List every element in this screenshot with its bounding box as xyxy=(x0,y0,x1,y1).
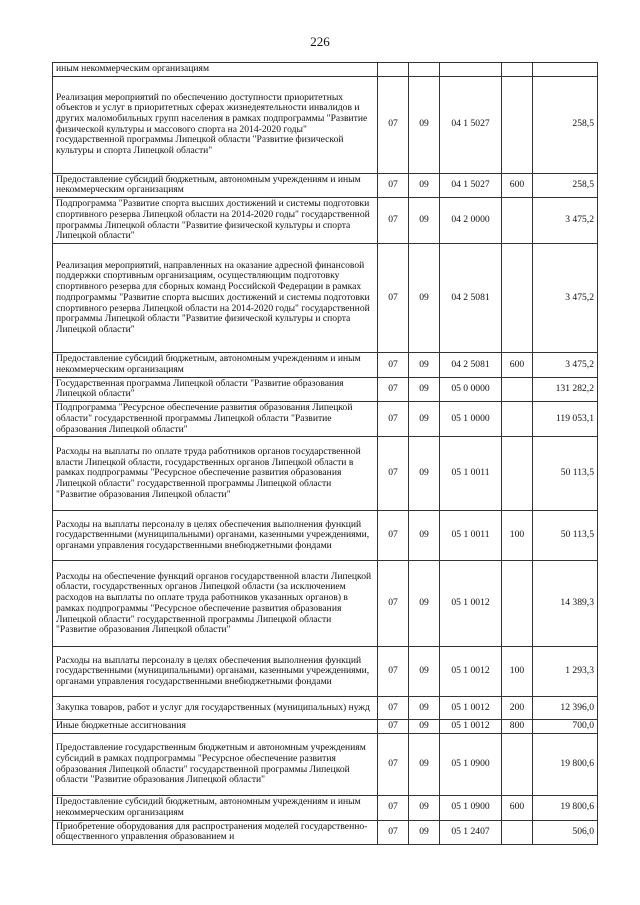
row-amount: 12 396,0 xyxy=(533,697,598,720)
row-section: 07 xyxy=(378,353,409,377)
row-section: 07 xyxy=(378,734,409,796)
row-section: 07 xyxy=(378,244,409,353)
row-section: 07 xyxy=(378,720,409,734)
table-row xyxy=(53,437,598,511)
row-section: 07 xyxy=(378,377,409,401)
row-name: иным некоммерческим организациям xyxy=(53,63,378,77)
row-subsection: 09 xyxy=(409,647,440,697)
row-name: Реализация мероприятий, направленных на оказание адресной финансовой поддержки спортивным организациям, осуществляющим подготовку спортивного резерва для сборных команд Российской Федерации в рамках подпрограммы "Развитие спорта высших достижений и системы подготовки спортивного резерва Липецкой области на 2014-2020 годы" государственной программы Липецкой области "Развитие физической культуры и спорта Липецкой области" xyxy=(53,244,378,353)
table-row xyxy=(53,198,598,244)
row-target-article: 05 1 0011 xyxy=(440,511,502,561)
table-row xyxy=(53,244,598,353)
row-subsection: 09 xyxy=(409,173,440,197)
row-subsection: 09 xyxy=(409,402,440,437)
row-expense-type: 600 xyxy=(502,796,533,820)
table-row xyxy=(53,796,598,820)
row-section: 07 xyxy=(378,796,409,820)
row-expense-type xyxy=(502,734,533,796)
row-expense-type xyxy=(502,402,533,437)
table-row xyxy=(53,647,598,697)
row-section: 07 xyxy=(378,437,409,511)
row-expense-type xyxy=(502,76,533,173)
row-target-article: 04 1 5027 xyxy=(440,76,502,173)
row-target-article: 04 2 5081 xyxy=(440,244,502,353)
row-target-article: 05 0 0000 xyxy=(440,377,502,401)
row-section: 07 xyxy=(378,402,409,437)
row-amount: 3 475,2 xyxy=(533,198,598,244)
row-target-article xyxy=(440,63,502,77)
row-subsection: 09 xyxy=(409,76,440,173)
row-amount: 19 800,6 xyxy=(533,734,598,796)
table-row xyxy=(53,173,598,197)
row-target-article: 05 1 0900 xyxy=(440,796,502,820)
row-name: Подпрограмма "Развитие спорта высших достижений и системы подготовки спортивного резерва Липецкой области на 2014-2020 годы" государственной программы Липецкой области "Развитие физической культуры и спорта Липецкой области" xyxy=(53,198,378,244)
row-name: Предоставление государственным бюджетным и автономным учреждениям субсидий в рамках подпрограммы "Ресурсное обеспечение развития образования Липецкой области" государственной программы Липецкой области "Развитие образования Липецкой области" xyxy=(53,734,378,796)
row-target-article: 05 1 0012 xyxy=(440,647,502,697)
row-amount xyxy=(533,63,598,77)
row-name: Расходы на обеспечение функций органов государственной власти Липецкой области, государственных органов Липецкой области (за исключением расходов на выплаты по оплате труда работников указанных органов) в рамках подпрограммы "Ресурсное обеспечение развития образования Липецкой области" государственной программы Липецкой области "Развитие образования Липецкой области" xyxy=(53,561,378,647)
row-subsection: 09 xyxy=(409,561,440,647)
row-name: Расходы на выплаты персоналу в целях обеспечения выполнения функций государственными (муниципальными) органами, казенными учреждениями, органами управления государственными внебюджетными фондами xyxy=(53,647,378,697)
row-amount: 131 282,2 xyxy=(533,377,598,401)
row-target-article: 05 1 0012 xyxy=(440,697,502,720)
row-name: Закупка товаров, работ и услуг для государственных (муниципальных) нужд xyxy=(53,697,378,720)
row-subsection: 09 xyxy=(409,437,440,511)
row-expense-type xyxy=(502,244,533,353)
row-target-article: 05 1 0011 xyxy=(440,437,502,511)
table-row xyxy=(53,76,598,173)
row-target-article: 05 1 0012 xyxy=(440,720,502,734)
row-section: 07 xyxy=(378,198,409,244)
row-expense-type xyxy=(502,561,533,647)
row-name: Иные бюджетные ассигнования xyxy=(53,720,378,734)
row-expense-type xyxy=(502,377,533,401)
row-section xyxy=(378,63,409,77)
row-expense-type xyxy=(502,437,533,511)
row-amount: 3 475,2 xyxy=(533,244,598,353)
row-subsection: 09 xyxy=(409,820,440,844)
table-row xyxy=(53,353,598,377)
row-subsection: 09 xyxy=(409,796,440,820)
row-name: Подпрограмма "Ресурсное обеспечение развития образования Липецкой области" государственной программы Липецкой области "Развитие образования Липецкой области" xyxy=(53,402,378,437)
table-row xyxy=(53,402,598,437)
row-target-article: 04 2 0000 xyxy=(440,198,502,244)
row-amount: 258,5 xyxy=(533,173,598,197)
table-row xyxy=(53,63,598,77)
budget-table-body xyxy=(53,63,598,845)
row-expense-type: 600 xyxy=(502,173,533,197)
row-amount: 3 475,2 xyxy=(533,353,598,377)
budget-table xyxy=(52,62,598,845)
row-subsection: 09 xyxy=(409,734,440,796)
row-section: 07 xyxy=(378,511,409,561)
row-amount: 506,0 xyxy=(533,820,598,844)
row-subsection: 09 xyxy=(409,198,440,244)
row-section: 07 xyxy=(378,820,409,844)
row-target-article: 05 1 0012 xyxy=(440,561,502,647)
row-expense-type xyxy=(502,198,533,244)
row-subsection: 09 xyxy=(409,244,440,353)
page-number: 226 xyxy=(310,34,330,49)
table-row xyxy=(53,734,598,796)
row-target-article: 05 1 0000 xyxy=(440,402,502,437)
row-amount: 50 113,5 xyxy=(533,437,598,511)
row-name: Государственная программа Липецкой области "Развитие образования Липецкой области" xyxy=(53,377,378,401)
row-section: 07 xyxy=(378,561,409,647)
row-section: 07 xyxy=(378,76,409,173)
row-name: Предоставление субсидий бюджетным, автономным учреждениям и иным некоммерческим организациям xyxy=(53,796,378,820)
row-target-article: 04 1 5027 xyxy=(440,173,502,197)
row-name: Предоставление субсидий бюджетным, автономным учреждениям и иным некоммерческим организациям xyxy=(53,353,378,377)
row-amount: 700,0 xyxy=(533,720,598,734)
row-name: Реализация мероприятий по обеспечению доступности приоритетных объектов и услуг в приоритетных сферах жизнедеятельности инвалидов и других маломобильных групп населения в рамках подпрограммы "Развитие физической культуры и массового спорта на 2014-2020 годы" государственной программы Липецкой области "Развитие физической культуры и спорта Липецкой области" xyxy=(53,76,378,173)
row-expense-type: 200 xyxy=(502,697,533,720)
row-amount: 258,5 xyxy=(533,76,598,173)
row-name: Расходы на выплаты персоналу в целях обеспечения выполнения функций государственными (муниципальными) органами, казенными учреждениями, органами управления государственными внебюджетными фондами xyxy=(53,511,378,561)
row-subsection: 09 xyxy=(409,353,440,377)
row-section: 07 xyxy=(378,647,409,697)
row-target-article: 05 1 2407 xyxy=(440,820,502,844)
table-row xyxy=(53,377,598,401)
row-subsection: 09 xyxy=(409,511,440,561)
row-target-article: 04 2 5081 xyxy=(440,353,502,377)
row-name: Предоставление субсидий бюджетным, автономным учреждениям и иным некоммерческим организациям xyxy=(53,173,378,197)
row-section: 07 xyxy=(378,173,409,197)
row-name: Расходы на выплаты по оплате труда работников органов государственной власти Липецкой области, государственных органов Липецкой области в рамках подпрограммы "Ресурсное обеспечение развития образования Липецкой области" государственной программы Липецкой области "Развитие образования Липецкой области" xyxy=(53,437,378,511)
row-target-article: 05 1 0900 xyxy=(440,734,502,796)
table-row xyxy=(53,561,598,647)
table-row xyxy=(53,511,598,561)
row-expense-type: 100 xyxy=(502,647,533,697)
row-amount: 14 389,3 xyxy=(533,561,598,647)
row-expense-type: 800 xyxy=(502,720,533,734)
row-expense-type: 100 xyxy=(502,511,533,561)
row-name: Приобретение оборудования для распространения моделей государственно-общественного управления образованием и xyxy=(53,820,378,844)
row-subsection: 09 xyxy=(409,720,440,734)
row-expense-type: 600 xyxy=(502,353,533,377)
table-row xyxy=(53,820,598,844)
table-row xyxy=(53,720,598,734)
row-amount: 1 293,3 xyxy=(533,647,598,697)
row-subsection: 09 xyxy=(409,697,440,720)
row-expense-type xyxy=(502,820,533,844)
row-section: 07 xyxy=(378,697,409,720)
row-amount: 19 800,6 xyxy=(533,796,598,820)
table-row xyxy=(53,697,598,720)
row-expense-type xyxy=(502,63,533,77)
row-amount: 119 053,1 xyxy=(533,402,598,437)
row-subsection: 09 xyxy=(409,377,440,401)
row-subsection xyxy=(409,63,440,77)
row-amount: 50 113,5 xyxy=(533,511,598,561)
